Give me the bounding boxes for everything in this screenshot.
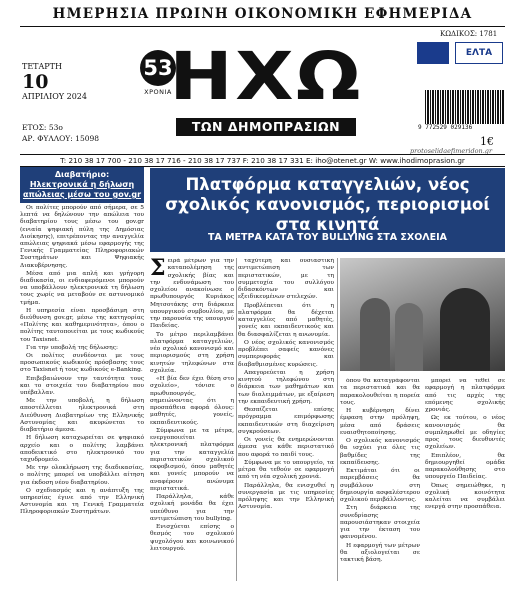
paragraph <box>340 408 420 437</box>
paragraph <box>238 437 334 459</box>
paragraph-text: Εκτιμάται ότι οι παρεμβάσεις θα συμβάλουν στη δημιουργία ασφαλέστερου σχολικού περιβάλλοντος. <box>340 468 420 503</box>
main-headline: Πλατφόρμα καταγγελιών, νέος σχολικός κανονισμός, περιορισμοί στα κινητά <box>165 175 490 234</box>
paragraph-text: Με την υποβολή, η δήλωση αποστέλλεται ηλεκτρονικά στη Διεύθυνση Διαβατηρίων της Ελληνικής Αστυνομίας και ακυρώνεται το διαβατήριο άμεσα. <box>20 398 144 434</box>
paragraph <box>20 308 144 344</box>
paragraph-text: «Η βία δεν έχει θέση στο σχολείο», τόνισε ο πρωθυπουργός, σημειώνοντας ότι η προσπάθεια αφορά όλους: μαθητές, γονείς, εκπαιδευτικούς. <box>150 376 234 426</box>
sidebar-body <box>20 203 144 517</box>
paragraph <box>238 460 334 482</box>
paragraph <box>238 340 334 369</box>
eu-flag-icon <box>417 42 449 64</box>
anniversary-badge: 53 <box>140 50 176 86</box>
paragraph <box>238 258 334 302</box>
paragraph-text: Σύμφωνα με τα μέτρα, ενεργοποιείται ηλεκτρονική πλατφόρμα για την καταγγελία περιστατικών σχολικού εκφοβισμού, όπου μαθητές και γονείς μπορούν να αναφέρουν ανώνυμα περιστατικά. <box>150 427 234 492</box>
sidebar-article <box>20 167 144 581</box>
paragraph <box>425 415 505 451</box>
paragraph <box>20 345 144 352</box>
paragraph <box>150 376 234 427</box>
paragraph-text: Οι πολίτες μπορούν από σήμερα, σε 5 λεπτά να δηλώνουν την απώλεια του διαβατηρίου τους μέσω του gov.gr (ενιαία ψηφιακή πύλη της Δημόσιας Διοίκησης), επιτρέποντας την αναγγελία απώλειας ψηφιακά μέσω εφαρμογής της Γενικής Γραμματείας Πληροφοριακών Συστημάτων και Ψηφιακής Διακυβέρνησης. <box>20 205 144 269</box>
paragraph-text: Ο σχολικός κανονισμός θα ισχύει για όλες τις βαθμίδες της εκπαίδευσης. <box>340 438 420 466</box>
issue-code: ΚΩΔΙΚΟΣ: 1781 <box>440 30 498 38</box>
article-column-1 <box>150 258 234 581</box>
paragraph <box>150 332 234 376</box>
paragraph-text: Η δήλωση καταχωρείται σε ψηφιακό αρχείο και ο πολίτης λαμβάνει αποδεικτικό στο ηλεκτρονικό του ταχυδρομείο. <box>20 435 144 463</box>
paragraph <box>150 524 234 553</box>
paragraph-text: Το μέτρο περιλαμβάνει πλατφόρμα καταγγελιών, νέο σχολικό κανονισμό και περιορισμούς στη χρήση κινητών τηλεφώνων στα σχολεία. <box>150 331 234 374</box>
paragraph-text: Οι πολίτες συνδέονται με τους προσωπικούς κωδικούς πρόσβασης τους στο Taxisnet ή τους κωδικούς e-Banking. <box>20 353 144 374</box>
paragraph <box>340 468 420 504</box>
price: 1€ <box>480 135 494 148</box>
day-number: 10 <box>22 71 49 93</box>
paragraph <box>425 453 505 482</box>
paragraph-text: Απαγορεύεται η χρήση κινητού τηλεφώνου στη διάρκεια των μαθημάτων και των διαλειμμάτων, με εξαίρεση την εκπαιδευτική χρήση. <box>238 369 334 405</box>
paragraph <box>150 428 234 493</box>
paragraph <box>20 376 144 398</box>
paragraph-text: Οι γονείς θα ενημερώνονται άμεσα για κάθε περιστατικό που αφορά το παιδί τους. <box>238 437 334 458</box>
sidebar-title: Ηλεκτρονικά η δήλωση απώλειας μέσω του gov.gr <box>22 180 142 199</box>
paragraph-text: Προβλέπεται ότι η πλατφόρμα θα δέχεται καταγγελίες από μαθητές, γονείς και εκπαιδευτικούς και θα διασφαλίζεται η ανωνυμία. <box>238 302 334 338</box>
anniversary-badge-sub: ΧΡΟΝΙΑ <box>144 88 172 96</box>
barcode-number: 9 772529 029136 <box>418 124 473 131</box>
paragraph <box>238 483 334 512</box>
paragraph <box>20 271 144 307</box>
paragraph-text: Όπως σημειώθηκε, η σχολική κοινότητα καλείται να συμβάλει ενεργά στην προσπάθεια. <box>425 482 505 511</box>
masthead-title: ΗΧΩ <box>169 38 363 115</box>
sidebar-header <box>20 167 144 203</box>
elta-logo: ΕΛΤΑ <box>455 42 503 64</box>
column-rule <box>236 258 237 581</box>
paragraph-text: Ο νέος σχολικός κανονισμός προβλέπει σαφείς κανόνες συμπεριφοράς και διαβαθμισμένες κυρώσεις. <box>238 339 334 368</box>
paragraph-text: μπορεί να τεθεί σε εφαρμογή η πλατφόρμα από τις αρχές της επόμενης σχολικής χρονιάς. <box>425 378 505 413</box>
paragraph <box>20 488 144 517</box>
paragraph <box>340 438 420 467</box>
paragraph-text: ειρά μέτρων για την καταπολέμηση της σχολικής βίας και την ενδυνάμωση του σχολείου ανακοίνωσε ο πρωθυπουργός Κυριάκος Μητσοτάκης στη διάρκεια υπουργικού συμβουλίου, με την παρουσία της υπουργού Παιδείας. <box>150 258 234 330</box>
paragraph <box>20 398 144 434</box>
paragraph-text: Επιπλέον, θα δημιουργηθεί ομάδα παρακολούθησης στο υπουργείο Παιδείας. <box>425 452 505 481</box>
source-site: protoselidaefimeridon.gr <box>410 147 493 155</box>
paragraph-text: Στη διάρκεια της συνεδρίασης παρουσιάστηκαν στοιχεία για την έκταση του φαινομένου. <box>340 505 420 541</box>
paragraph <box>238 303 334 339</box>
paragraph-text: Ο σχεδιασμός και η ανάπτυξη της υπηρεσίας έγινε από την Ελληνική Αστυνομία και τη Γενική Γραμματεία Πληροφοριακών Συστημάτων. <box>20 487 144 516</box>
paragraph <box>150 494 234 523</box>
paragraph-text: Θεσπίζεται επίσης πρόγραμμα επιμόρφωσης εκπαιδευτικών στη διαχείριση συγκρούσεων. <box>238 407 334 435</box>
month-year: ΑΠΡΙΛΙΟΥ 2024 <box>22 92 87 101</box>
weekday: ΤΕΤΑΡΤΗ <box>22 62 62 71</box>
paragraph-text: Για την υποβολή της δήλωσης: <box>26 344 118 351</box>
photo-figure <box>440 288 490 371</box>
barcode-icon <box>425 90 505 124</box>
issue-info <box>22 122 99 144</box>
paragraph <box>20 353 144 375</box>
article-column-2 <box>238 258 334 581</box>
paragraph-text: Η κυβέρνηση δίνει έμφαση στην πρόληψη, μέσα από δράσεις ευαισθητοποίησης. <box>340 408 420 436</box>
main-subhead: ΤΑ ΜΕΤΡΑ ΚΑΤΑ ΤΟΥ BULLYING ΣΤΑ ΣΧΟΛΕΙΑ <box>207 232 448 243</box>
paragraph-text: ταχύτερη και ουσιαστική αντιμετώπιση των περιστατικών, με τη συμμετοχία του συλλόγου διδασκόντων και εξειδικευμένων στελεχών. <box>238 258 334 301</box>
article-column-3 <box>340 378 420 581</box>
paragraph <box>340 378 420 407</box>
photo-figure <box>395 303 423 371</box>
contact-line: T: 210 38 17 700 - 210 38 17 716 - 210 38 17 737 F: 210 38 17 331 E: iho@otenet.gr W: www.ihodimoprasion.gr <box>20 154 505 167</box>
paragraph <box>150 258 234 331</box>
paragraph-text: όπου θα καταγράφονται τα περιστατικά και θα παρακολουθείται η πορεία τους. <box>340 378 420 406</box>
paragraph-text: Με την ολοκλήρωση της διαδικασίας, ο πολίτης μπορεί να υποβάλλει αίτηση για έκδοση νέου διαβατηρίου. <box>20 465 144 486</box>
top-rule <box>20 26 505 27</box>
paragraph <box>340 505 420 541</box>
date-block <box>22 62 87 102</box>
article-column-4 <box>425 378 505 581</box>
masthead-subtitle: ΤΩΝ ΔΗΜΟΠΡΑΣΙΩΝ <box>176 118 356 136</box>
paragraph <box>425 483 505 512</box>
sidebar-kicker: Διαβατήριο: <box>54 170 110 179</box>
paragraph <box>340 543 420 565</box>
paragraph <box>238 407 334 436</box>
paragraph-text: Μέσα από μια απλή και γρήγορη διαδικασία, οι ενδιαφερόμενοι μπορούν να υποβάλλουν ηλεκτρονικά τη δήλωση τους χωρίς να μεταβούν σε αστυνομικό τμήμα. <box>20 270 144 306</box>
paragraph <box>425 378 505 414</box>
paragraph-text: Ενισχύεται επίσης ο θεσμός του σχολικού ψυχολόγου και κοινωνικού λειτουργού. <box>150 524 234 552</box>
paragraph-text: Ως εκ τούτου, ο νέος κανονισμός θα συμπληρωθεί με οδηγίες προς τους διευθυντές σχολείων. <box>425 415 505 451</box>
article-photo <box>340 258 505 371</box>
year-label: ΕΤΟΣ: 53ο <box>22 123 63 132</box>
issue-label: ΑΡ. ΦΥΛΛΟΥ: 15098 <box>22 134 100 143</box>
paragraph-text: Παράλληλα, κάθε σχολική μονάδα θα έχει υπεύθυνο για την αντιμετώπιση του bullying. <box>150 494 234 522</box>
photo-figure <box>360 298 390 371</box>
paragraph-text: Σύμφωνα με το υπουργείο, τα μέτρα θα τεθούν σε εφαρμογή από τη νέα σχολική χρονιά. <box>238 459 334 481</box>
paragraph-text: Επιβεβαιώνουν την ταυτότητα τους και το στοιχεία του διαβατηρίου που υπέβαλλαν. <box>20 375 144 397</box>
paragraph <box>20 465 144 487</box>
column-rule <box>337 258 338 581</box>
paragraph <box>20 435 144 464</box>
paragraph <box>238 370 334 406</box>
paragraph <box>20 205 144 270</box>
newspaper-tagline: ΗΜΕΡΗΣΙΑ ΠΡΩΙΝΗ ΟΙΚΟΝΟΜΙΚΗ ΕΦΗΜΕΡΙΔΑ <box>52 6 473 22</box>
paragraph-text: Η εφαρμογή των μέτρων θα αξιολογείται σε τακτική βάση. <box>340 542 420 563</box>
paragraph-text: Παράλληλα, θα ενισχυθεί η συνεργασία με τις υπηρεσίες πρόληψης και την Ελληνική Αστυνομία. <box>238 482 334 511</box>
paragraph-text: Η υπηρεσία είναι προσβάσιμη στη διεύθυνση gov.gr, μέσω της κατηγορίας «Πολίτης και καθημερινότητα», όπου ο πολίτης ταυτοποιείται με τους κωδικούς του Taxisnet. <box>20 307 144 343</box>
drop-cap: Σ <box>150 258 166 281</box>
